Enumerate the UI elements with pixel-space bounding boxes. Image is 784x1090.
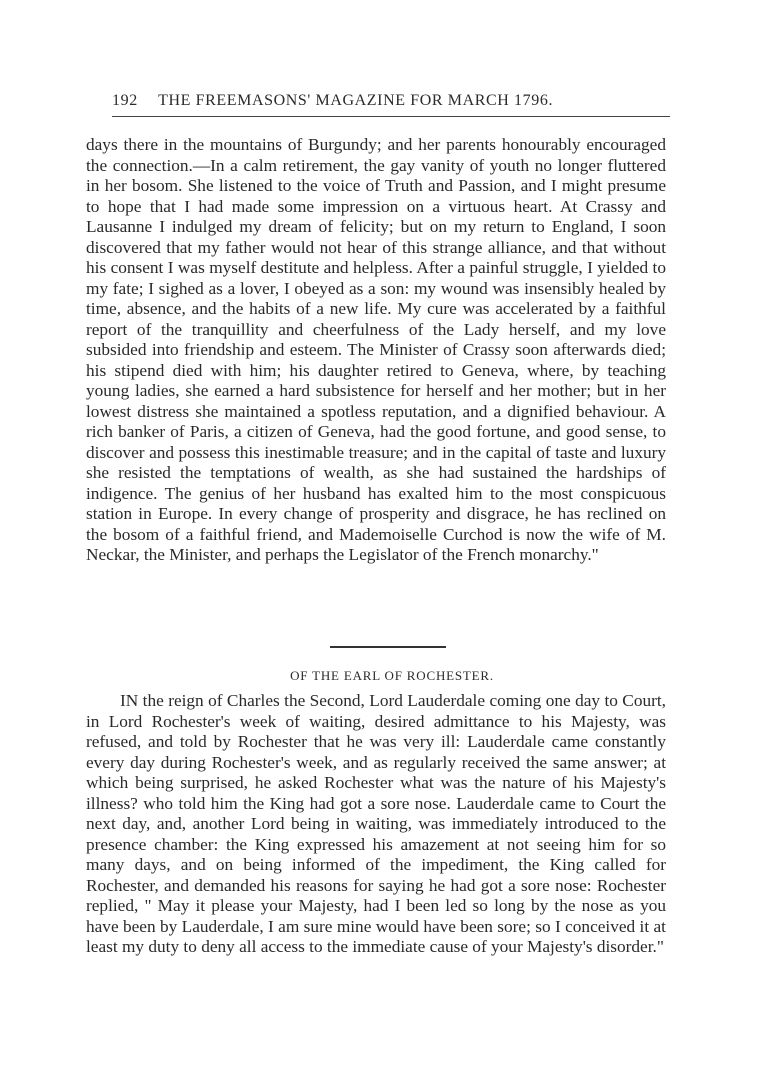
section-divider <box>330 646 446 648</box>
page-number: 192 <box>112 92 138 109</box>
section-paragraph: IN the reign of Charles the Second, Lord Lauderdale coming one day to Court, in Lord Rochester's week of waiting, desired admittance to his Majesty, was refused, and told by Rochester that he was very ill: Lauderdale came constantly every day during Rochester's week, and as regularly received the same answer; at which being surprised, he asked Rochester what was the nature of his Majesty's illness? who told him the King had got a sore nose. Lauderdale came to Court the next day, and, another Lord being in waiting, was immediately introduced to the presence chamber: the King expressed his amazement at not seeing him for so many days, and on being informed of the impediment, the King called for Rochester, and demanded his reasons for saying he had got a sore nose: Rochester replied, " May it please your Majesty, had I been led so long by the nose as you have been by Lauderdale, I am sure mine would have been sore; so I conceived it at least my duty to deny all access to the immediate cause of your Majesty's disorder." <box>86 691 666 956</box>
section-body <box>86 691 666 958</box>
running-title: THE FREEMASONS' MAGAZINE FOR MARCH 1796. <box>158 92 554 109</box>
header-rule <box>112 116 670 117</box>
running-header <box>112 92 672 110</box>
article-continued <box>86 135 666 566</box>
article-paragraph: days there in the mountains of Burgundy; and her parents honourably encouraged the connection.—In a calm retirement, the gay vanity of youth no longer fluttered in her bosom. She listened to the voice of Truth and Passion, and I might presume to hope that I had made some impression on a virtuous heart. At Crassy and Lausanne I indulged my dream of felicity; but on my return to England, I soon discovered that my father would not hear of this strange alliance, and that without his consent I was myself destitute and helpless. After a painful struggle, I yielded to my fate; I sighed as a lover, I obeyed as a son: my wound was insensibly healed by time, absence, and the habits of a new life. My cure was accelerated by a faithful report of the tranquillity and cheerfulness of the Lady herself, and my love subsided into friendship and esteem. The Minister of Crassy soon afterwards died; his stipend died with him; his daughter retired to Geneva, where, by teaching young ladies, she earned a hard subsistence for herself and her mother; but in her lowest distress she maintained a spotless reputation, and a dignified behaviour. A rich banker of Paris, a citizen of Geneva, had the good fortune, and good sense, to discover and possess this inestimable treasure; and in the capital of taste and luxury she resisted the temptations of wealth, as she had sustained the hardships of indigence. The genius of her husband has exalted him to the most conspicuous station in Europe. In every change of prosperity and disgrace, he has reclined on the bosom of a faithful friend, and Mademoiselle Curchod is now the wife of M. Neckar, the Minister, and perhaps the Legislator of the French monarchy." <box>86 135 666 564</box>
section-title: OF THE EARL OF ROCHESTER. <box>290 668 494 683</box>
